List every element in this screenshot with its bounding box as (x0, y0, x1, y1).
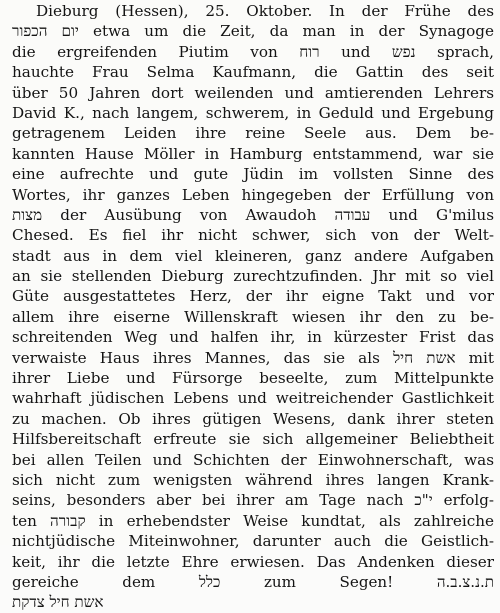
text-line: Chesed. Es fiel ihr nicht schwer, sich von der Welt- (12, 226, 494, 245)
text-line: keit, ihr die letzte Ehre erwiesen. Das Andenken dieser (12, 552, 494, 571)
text-line: an sie stellenden Dieburg zurechtzufinden. Jhr mit so viel (12, 267, 494, 286)
text-line: die ergreifenden Piutim von רוח und נפש sprach, (12, 42, 494, 61)
text-line: nichtjüdische Miteinwohner, darunter auch die Geistlich- (12, 532, 494, 551)
text-line: schreitenden Weg und halfen ihr, in kürzester Frist das (12, 328, 494, 347)
text-line: Güte ausgestattetes Herz, der ihr eigne Takt und vor (12, 287, 494, 306)
text-line: מצות der Ausübung von Awaudoh עבודה und G'milus (12, 205, 494, 224)
text-line: יום הכפור etwa um die Zeit, da man in der Synagoge (12, 22, 494, 41)
text-line: David K., nach langem, schwerem, in Geduld und Ergebung (12, 103, 494, 122)
text-line: bei allen Teilen und Schichten der Einwohnerschaft, was (12, 450, 494, 469)
text-line: allem ihre eiserne Willenskraft wiesen ihr den zu be- (12, 307, 494, 326)
text-line: אשת חיל צדקת (12, 593, 104, 612)
text-line: hauchte Frau Selma Kaufmann, die Gattin des seit (12, 63, 494, 82)
text-line: sich nicht zum wenigsten während ihres langen Krank- (12, 470, 494, 489)
text-line: zu machen. Ob ihres gütigen Wesens, dank ihrer steten (12, 409, 494, 428)
text-line: eine aufrechte und gute Jüdin im vollsten Sinne des (12, 165, 494, 184)
text-line: stadt aus in dem viel kleineren, ganz andere Aufgaben (12, 246, 494, 265)
text-line: Wortes, ihr ganzes Leben hingegeben der Erfüllung von (12, 185, 494, 204)
text-line: über 50 Jahren dort weilenden und amtierenden Lehrers (12, 83, 494, 102)
text-line: kannten Hause Möller in Hamburg entstammend, war sie (12, 144, 494, 163)
text-line: Hilfsbereitschaft erfreute sie sich allgemeiner Beliebtheit (12, 430, 494, 449)
text-line: ten קבורה in erhebendster Weise kundtat, als zahlreiche (12, 511, 494, 530)
text-line: wahrhaft jüdischen Lebens und weitreichender Gastlichkeit (12, 389, 494, 408)
text-line: gereiche dem כלל zum Segen! ת.נ.צ.ב.ה (12, 572, 494, 591)
text-line: verwaiste Haus ihres Mannes, das sie als אשת חיל mit (12, 348, 494, 367)
text-line: Dieburg (Hessen), 25. Oktober. In der Frühe des (36, 2, 494, 20)
text-line: getragenem Leiden ihre reine Seele aus. Dem be- (12, 124, 494, 143)
text-line: ihrer Liebe und Fürsorge beseelte, zum Mittelpunkte (12, 369, 494, 388)
text-line: seins, besonders aber bei ihrer am Tage nach י"כ erfolg- (12, 491, 494, 510)
